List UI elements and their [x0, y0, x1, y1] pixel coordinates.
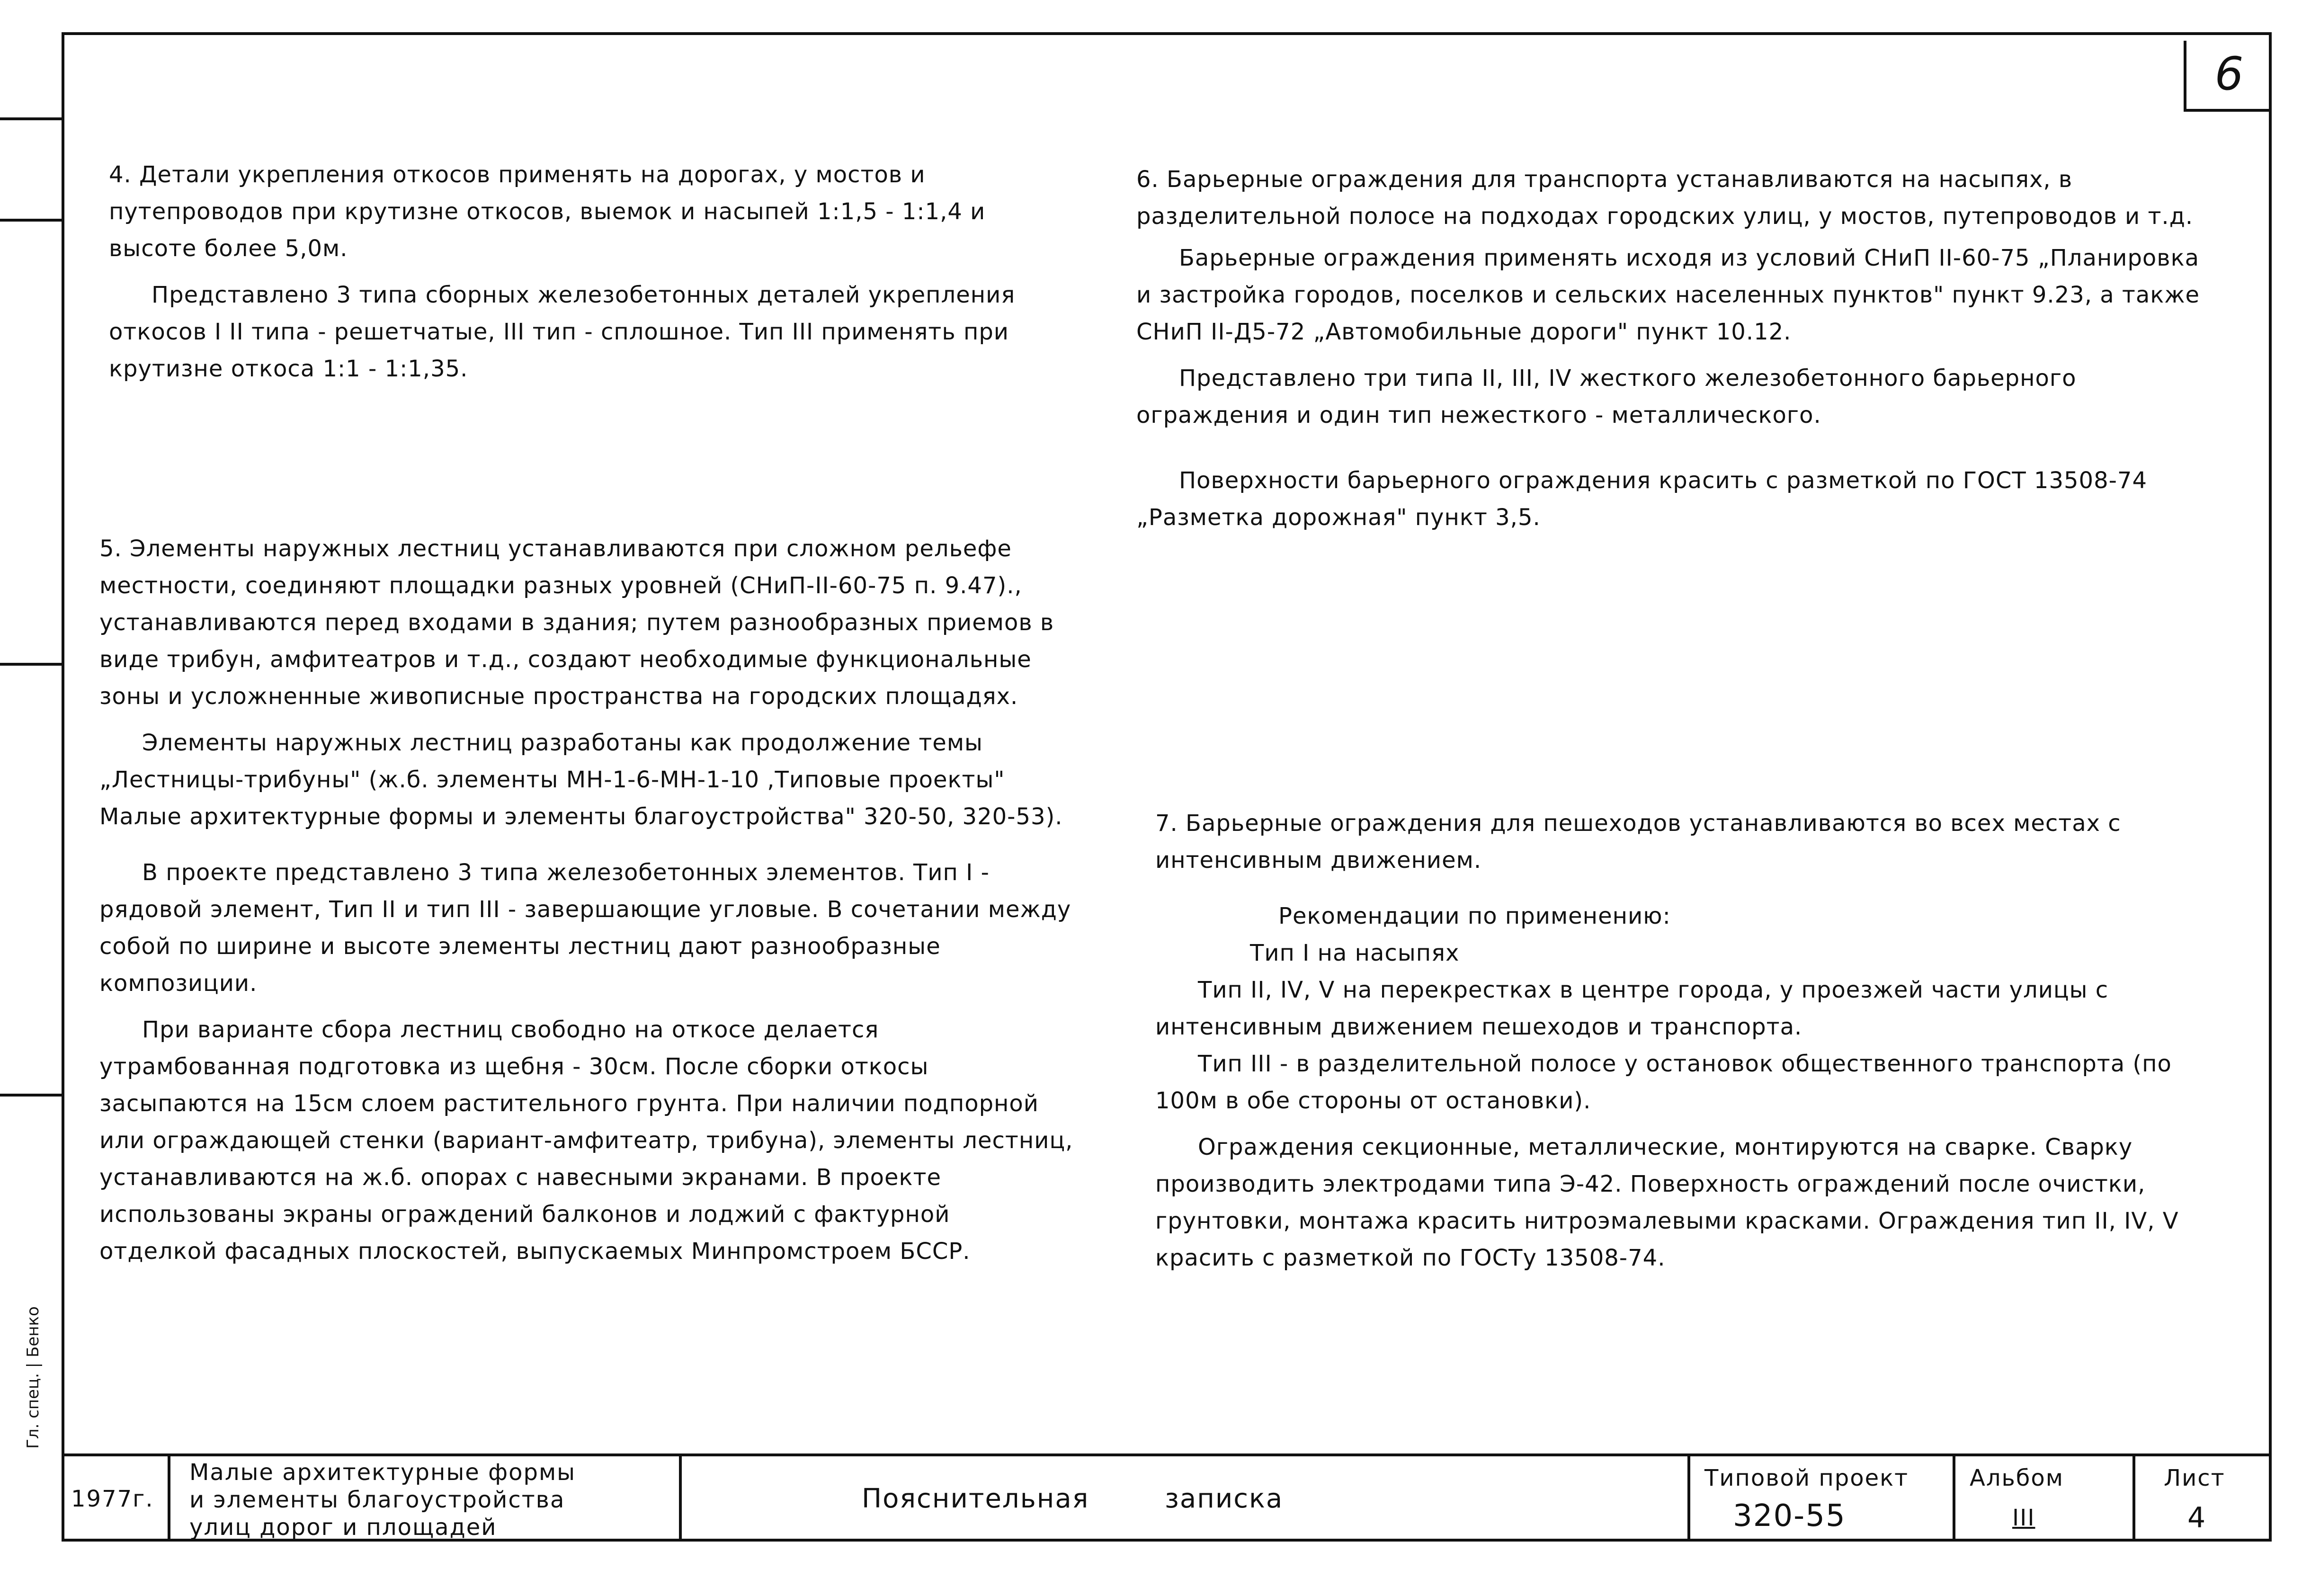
- title-block: [62, 1453, 2272, 1542]
- side-approval-stamp: [9, 890, 57, 1458]
- section-7-paragraph-2: Ограждения секционные, металлические, монтируются на сварке. Сварку производить электродами типа Э-42. Поверхность ограждений после очистки, грунтовки, монтажа красить нитроэмалевыми красками. Ограждения тип II, IV, V красить с разметкой по ГОСТу 13508-74.: [1155, 1134, 2179, 1271]
- album-cell: [1955, 1456, 2135, 1542]
- recommendation-type-1: Тип I на насыпях: [1250, 940, 1460, 966]
- project-number-cell: [1690, 1456, 1955, 1542]
- section-5-paragraph-1: 5. Элементы наружных лестниц устанавливаются при сложном рельефе местности, соединяют площадки разных уровней (СНиП-II-60-75 п. 9.47)., устанавливаются перед входами в здания; путем разнообразных приемов в виде трибун, амфитеатров и т.д., создают необходимые функциональные зоны и усложненные живописные пространства на городских площадях.: [99, 535, 1054, 710]
- project-name-line-3: улиц дорог и площадей: [189, 1514, 497, 1541]
- sheet-label: Лист: [2164, 1465, 2225, 1491]
- section-7: [1155, 805, 2216, 1276]
- side-stamp-text: Гл. спец. | Бенко: [24, 1306, 43, 1449]
- section-6-paragraph-3: Представлено три типа II, III, IV жесткого железобетонного барьерного ограждения и один тип нежесткого - металлического.: [1136, 365, 2077, 428]
- sheet-cell: [2135, 1456, 2272, 1542]
- section-6-paragraph-2: Барьерные ограждения применять исходя из условий СНиП II-60-75 „Планировка и застройка городов, поселков и сельских населенных пунктов" пункт 9.23, а также СНиП II-Д5-72 „Автомобильные дороги" пункт 10.12.: [1136, 245, 2200, 345]
- year-cell: [62, 1456, 170, 1542]
- section-7-paragraph-1: 7. Барьерные ограждения для пешеходов устанавливаются во всех местах с интенсивным движением.: [1155, 810, 2121, 874]
- year: 1977г.: [71, 1486, 154, 1512]
- project-name-line-2: и элементы благоустройства: [189, 1487, 565, 1513]
- margin-tick: [0, 117, 62, 120]
- album-label: Альбом: [1970, 1465, 2064, 1491]
- sheet-number: 6: [2184, 41, 2272, 112]
- section-5-paragraph-3: В проекте представлено 3 типа железобетонных элементов. Тип I - рядовой элемент, Тип II и тип III - завершающие угловые. В сочетании между собой по ширине и высоте элементы лестниц дают разнообразные композиции.: [99, 859, 1071, 997]
- recommendation-type-3: Тип III - в разделительной полосе у остановок общественного транспорта (по 100м в обе стороны от остановки).: [1155, 1051, 2172, 1114]
- document-title: Пояснительная записка: [862, 1483, 1284, 1514]
- section-4: [109, 156, 1075, 387]
- project-number: 320-55: [1733, 1498, 1846, 1534]
- margin-tick: [0, 219, 62, 222]
- section-6-paragraph-1: 6. Барьерные ограждения для транспорта устанавливаются на насыпях, в разделительной полосе на подходах городских улиц, у мостов, путепроводов и т.д.: [1136, 166, 2194, 230]
- album-number: III: [2012, 1505, 2035, 1531]
- section-4-paragraph-2: Представлено 3 типа сборных железобетонных деталей укрепления откосов I II типа - решетчатые, III тип - сплошное. Тип III применять при крутизне откоса 1:1 - 1:1,35.: [109, 282, 1016, 382]
- margin-tick: [0, 663, 62, 666]
- project-label: Типовой проект: [1704, 1465, 1909, 1491]
- recommendations-title: Рекомендации по применению:: [1278, 903, 1671, 929]
- sheet-value: 4: [2187, 1501, 2207, 1534]
- section-6-paragraph-4: Поверхности барьерного ограждения красить с разметкой по ГОСТ 13508-74 „Разметка дорожная" пункт 3,5.: [1136, 467, 2148, 531]
- document-title-cell: [682, 1456, 1690, 1542]
- section-4-paragraph-1: 4. Детали укрепления откосов применять на дорогах, у мостов и путепроводов при крутизне откосов, выемок и насыпей 1:1,5 - 1:1,4 и высоте более 5,0м.: [109, 161, 986, 262]
- project-name-cell: [170, 1456, 682, 1542]
- section-6: [1136, 161, 2216, 536]
- section-5-paragraph-4: При варианте сбора лестниц свободно на откосе делается утрамбованная подготовка из щебня - 30см. После сборки откосы засыпаются на 15см слоем растительного грунта. При наличии подпорной или ограждающей стенки (вариант-амфитеатр, трибуна), элементы лестниц, устанавливаются на ж.б. опорах с навесными экранами. В проекте использованы экраны ограждений балконов и лоджий с фактурной отделкой фасадных плоскостей, выпускаемых Минпромстроем БССР.: [99, 1016, 1073, 1265]
- section-5-paragraph-2: Элементы наружных лестниц разработаны как продолжение темы „Лестницы-трибуны" (ж.б. элементы МН-1-6-МН-1-10 ,Типовые проекты" Малые архитектурные формы и элементы благоустройства" 320-50, 320-53).: [99, 730, 1063, 830]
- project-name-line-1: Малые архитектурные формы: [189, 1459, 576, 1486]
- recommendation-type-2: Тип II, IV, V на перекрестках в центре города, у проезжей части улицы с интенсивным движением пешеходов и транспорта.: [1155, 977, 2109, 1040]
- section-5: [99, 530, 1075, 1270]
